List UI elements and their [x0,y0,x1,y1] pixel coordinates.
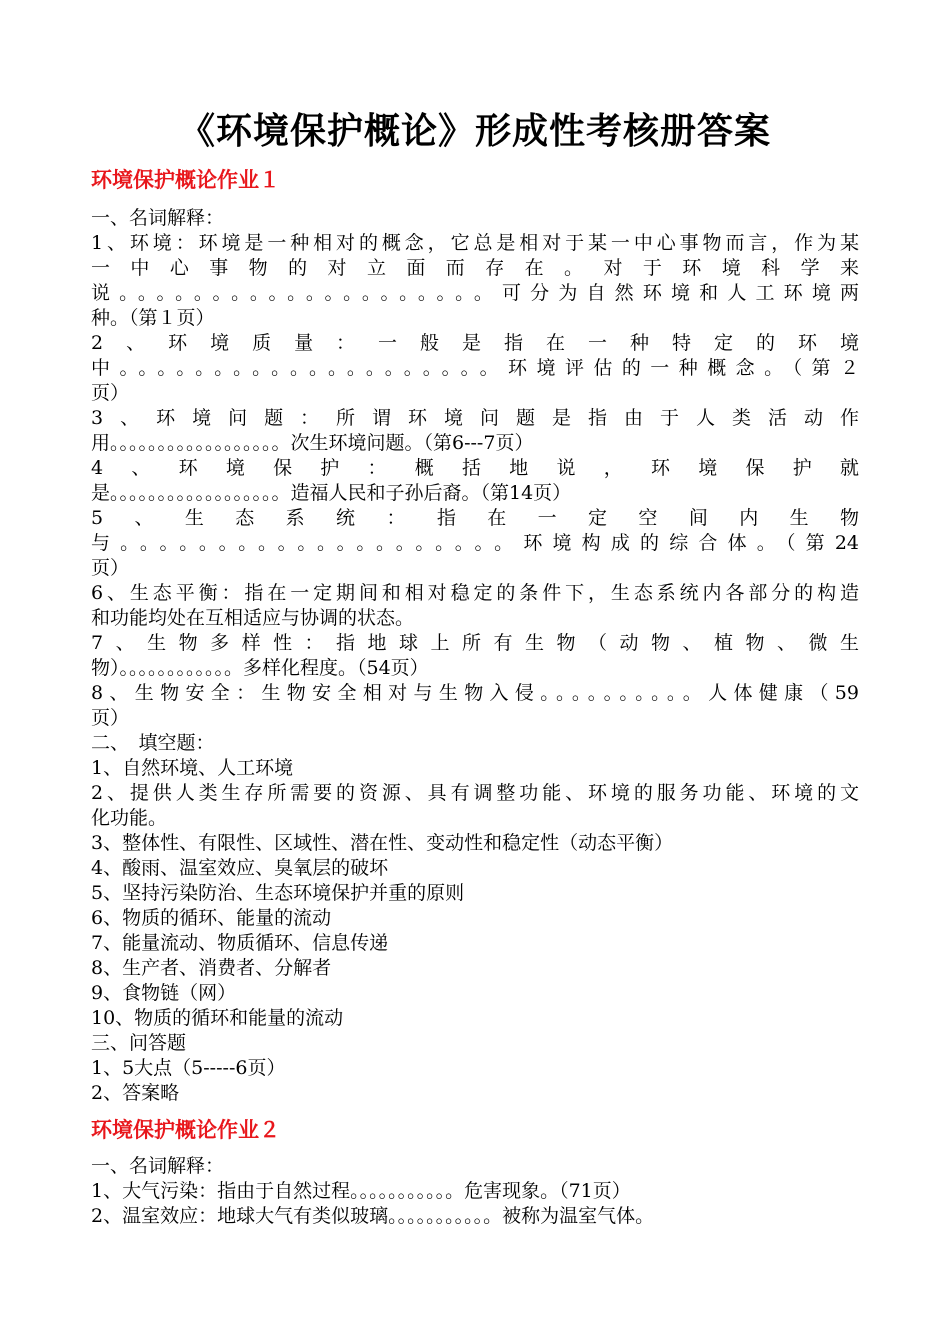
section-heading-qa: 三、问答题 [91,1032,187,1054]
section-heading-terms: 一、名词解释： [91,207,225,229]
fill-answer-6: 6、物质的循环、能量的流动 [91,907,332,929]
term-1-line-4: 种。（第１页） [91,307,215,329]
document-title: 《环境保护概论》形成性考核册答案 [178,111,771,152]
term-5-line-2: 与。。。。。。。。。。。。。。。。。。。。环境构成的综合体。（第24 [91,532,859,554]
fill-answer-1: 1、自然环境、人工环境 [91,757,294,779]
fill-answer-9: 9、食物链（网） [91,982,237,1004]
term-8-line-1: 8、生物安全：生物安全相对与生物入侵。。。。。。。。。。人体健康（59 [91,682,859,704]
fill-answer-5: 5、坚持污染防治、生态环境保护并重的原则 [91,882,465,904]
term-3-line-1: 3、环境问题：所谓环境问题是指由于人类活动作 [91,407,859,429]
assignment-1-heading: 环境保护概论作业１ [91,167,280,192]
term-7-line-2: 物）。。。。。。。。。。。。多样化程度。（54页） [91,657,429,679]
term-4-line-2: 是。。。。。。。。。。。。。。。。。。造福人民和子孙后裔。（第14页） [91,482,572,504]
section-heading-fill: 二、 填空题： [91,732,215,754]
term-6-line-2: 和功能均处在互相适应与协调的状态。 [91,607,415,629]
term-2-line-3: 页） [91,382,130,404]
fill-answer-2-line-2: 化功能。 [91,807,168,829]
term-2-2: 2、温室效应：地球大气有类似玻璃。。。。。。。。。。。被称为温室气体。 [91,1205,655,1227]
term-4-line-1: 4、环境保护：概括地说，环境保护就 [91,457,859,479]
term-6-line-1: 6、生态平衡：指在一定期间和相对稳定的条件下，生态系统内各部分的构造 [91,582,859,604]
fill-answer-7: 7、能量流动、物质循环、信息传递 [91,932,389,954]
term-2-1: 1、大气污染：指由于自然过程。。。。。。。。。。。危害现象。（71页） [91,1180,631,1202]
term-2-line-2: 中。。。。。。。。。。。。。。。。。。。。环境评估的一种概念。（第２ [91,357,859,379]
term-1-line-3: 说。。。。。。。。。。。。。。。。。。。。可分为自然环境和人工环境两 [91,282,859,304]
term-1-line-2: 一中心事物的对立面而存在。对于环境科学来 [91,257,859,279]
term-7-line-1: 7、生物多样性：指地球上所有生物（动物、植物、微生 [91,632,859,654]
term-5-line-3: 页） [91,557,130,579]
fill-answer-3: 3、整体性、有限性、区域性、潜在性、变动性和稳定性（动态平衡） [91,832,674,854]
assignment-2-heading: 环境保护概论作业２ [91,1117,280,1142]
qa-answer-2: 2、答案略 [91,1082,180,1104]
term-2-line-1: 2、环境质量：一般是指在一种特定的环境 [91,332,859,354]
qa-answer-1: 1、5大点（5-----6页） [91,1057,286,1079]
term-5-line-1: 5、生态系统：指在一定空间内生物 [91,507,859,529]
fill-answer-4: 4、酸雨、温室效应、臭氧层的破坏 [91,857,389,879]
term-8-line-2: 页） [91,707,130,729]
term-1-line-1: 1、环境：环境是一种相对的概念，它总是相对于某一中心事物而言，作为某 [91,232,859,254]
section-heading-terms-2: 一、名词解释： [91,1155,225,1177]
fill-answer-2-line-1: 2、提供人类生存所需要的资源、具有调整功能、环境的服务功能、环境的文 [91,782,859,804]
fill-answer-8: 8、生产者、消费者、分解者 [91,957,332,979]
term-3-line-2: 用。。。。。。。。。。。。。。。。。。次生环境问题。（第6---7页） [91,432,534,454]
fill-answer-10: 10、物质的循环和能量的流动 [91,1007,344,1029]
